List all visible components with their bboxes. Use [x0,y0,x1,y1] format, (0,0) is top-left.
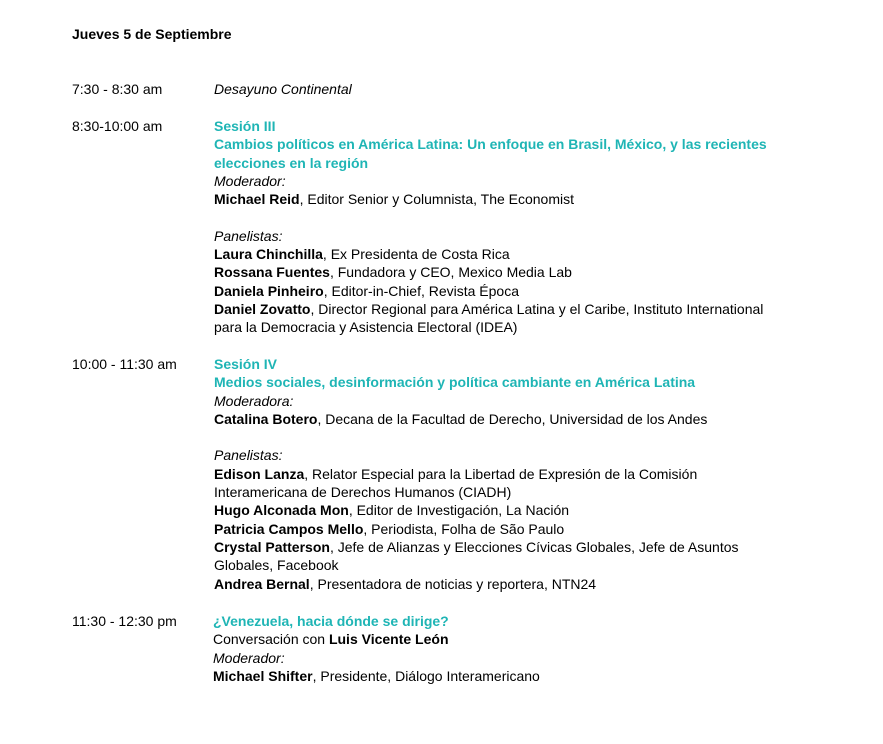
panelist-role: , Ex Presidenta de Costa Rica [322,246,510,263]
panelist [214,465,829,483]
panelist-name: Edison Lanza [214,465,305,482]
panelist-role: , Editor de Investigación, La Nación [348,502,570,519]
panelist-name: Laura Chinchilla [214,246,323,263]
moderator-role: , Presidente, Diálogo Interamericano [312,667,540,684]
panelist [214,501,829,519]
panelist-name: Andrea Bernal [214,575,310,592]
panelist-role: , Jefe de Alianzas y Elecciones Cívicas Globales, Jefe de Asuntos [329,538,739,555]
moderator-label: Moderador: [214,172,286,189]
panelist-name: Daniela Pinheiro [214,282,324,299]
moderator-role: , Decana de la Facultad de Derecho, Universidad de los Andes [317,410,708,427]
panelist [214,575,829,593]
conversation-line [213,630,828,648]
panelist [214,263,829,281]
panelist-role-cont: para la Democracia y Asistencia Electoral (IDEA) [214,319,518,336]
session-title: Medios sociales, desinformación y política cambiante en América Latina [214,374,696,391]
moderator [214,410,829,428]
session-time: 8:30-10:00 am [72,118,163,134]
panelist-role: , Editor-in-Chief, Revista Época [323,282,520,299]
session-time: 7:30 - 8:30 am [72,81,163,97]
moderator [213,667,828,685]
session-content [214,355,829,593]
conversation-prefix: Conversación con [213,631,329,648]
panelist-role-cont: Interamericana de Derechos Humanos (CIADH) [214,484,512,501]
panelist-role: , Presentadora de noticias y reportera, NTN24 [309,575,597,592]
panelist-role: , Fundadora y CEO, Mexico Media Lab [329,264,572,281]
session-time: 10:00 - 11:30 am [72,356,177,372]
panelist [214,520,829,538]
session-content [214,80,829,98]
panelist-name: Crystal Patterson [214,538,330,555]
panelist-name: Daniel Zovatto [214,300,311,317]
page-title: Jueves 5 de Septiembre [72,26,232,42]
panelist-role-cont: Globales, Facebook [214,557,339,574]
moderator-name: Michael Shifter [213,667,313,684]
session-content [214,117,829,337]
session-time: 11:30 - 12:30 pm [72,613,177,629]
moderator [214,190,829,208]
moderator-role: , Editor Senior y Columnista, The Economist [299,191,575,208]
session-title: Desayuno Continental [214,81,352,97]
panel-label: Panelistas: [214,227,283,244]
session-content [213,612,828,685]
panelist-role: , Director Regional para América Latina y el Caribe, Instituto International [310,300,764,317]
panelist [214,538,829,556]
moderator-label: Moderador: [213,649,285,666]
panelist-name: Rossana Fuentes [214,264,330,281]
session-title: Cambios políticos en América Latina: Un enfoque en Brasil, México, y las recientes [214,136,767,153]
panelist [214,300,829,318]
panelist-role: , Periodista, Folha de São Paulo [363,520,565,537]
session-label: Sesión IV [214,356,278,372]
panelist-role: , Relator Especial para la Libertad de Expresión de la Comisión [304,465,698,482]
session-title: ¿Venezuela, hacia dónde se dirige? [213,613,449,629]
conversation-name: Luis Vicente León [328,631,449,648]
session-label: Sesión III [214,118,276,134]
panelist-name: Patricia Campos Mello [214,520,364,537]
session-title-cont: elecciones en la región [214,154,369,171]
moderator-name: Michael Reid [214,191,300,208]
panelist-name: Hugo Alconada Mon [214,502,349,519]
panelist [214,245,829,263]
moderator-name: Catalina Botero [214,410,318,427]
panelist [214,282,829,300]
panel-label: Panelistas: [214,447,283,464]
moderator-label: Moderadora: [214,392,294,409]
